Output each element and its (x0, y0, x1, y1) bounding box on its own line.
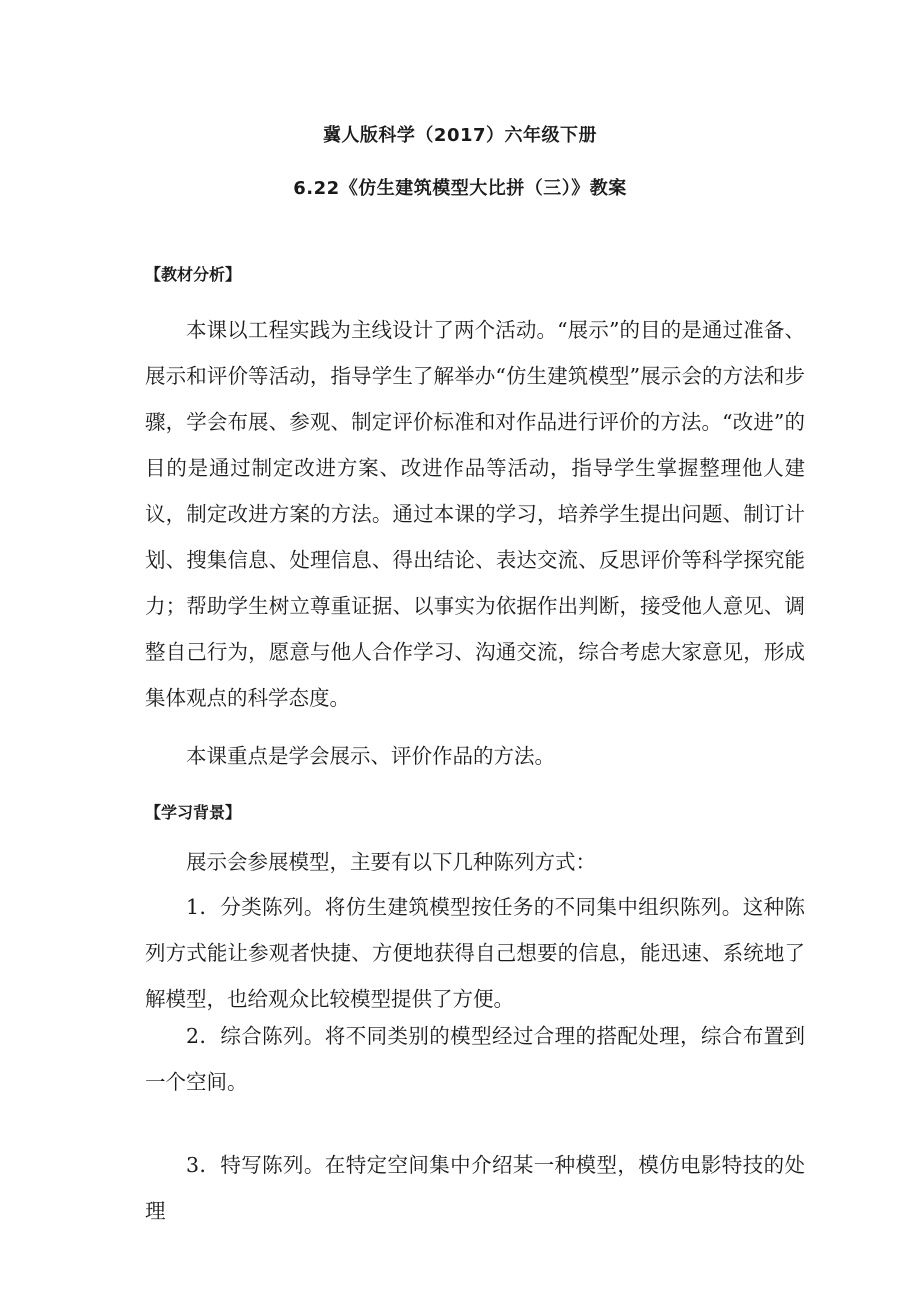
section-heading-textbook-analysis: 【教材分析】 (145, 265, 242, 284)
paragraph-display-method-2: 2．综合陈列。将不同类别的模型经过合理的搭配处理，综合布置到一个空间。 (145, 1024, 805, 1094)
paragraph-display-method-3: 3．特写陈列。在特定空间集中介绍某一种模型，模仿电影特技的处理 (145, 1153, 805, 1223)
document-title-line1: 冀人版科学（2017）六年级下册 (322, 125, 598, 146)
document-title-line2: 6.22《仿生建筑模型大比拼（三）》教案 (293, 178, 627, 199)
paragraph-display-intro: 展示会参展模型，主要有以下几种陈列方式： (186, 850, 596, 874)
paragraph-textbook-analysis: 本课以工程实践为主线设计了两个活动。“展示”的目的是通过准备、展示和评价等活动，指导学生了解举办“仿生建筑模型”展示会的方法和步骤，学会布展、参观、制定评价标准和对作品进行评价的方法。“改进”的目的是通过制定改进方案、改进作品等活动，指导学生掌握整理他人建议，制定改进方案的方法。通过本课的学习，培养学生提出问题、制订计划、搜集信息、处理信息、得出结论、表达交流、反思评价等科学探究能力；帮助学生树立尊重证据、以事实为依据作出判断，接受他人意见、调整自己行为，愿意与他人合作学习、沟通交流，综合考虑大家意见，形成集体观点的科学态度。 (145, 318, 805, 710)
section-heading-learning-background: 【学习背景】 (145, 803, 242, 822)
paragraph-display-method-1: 1．分类陈列。将仿生建筑模型按任务的不同集中组织陈列。这种陈列方式能让参观者快捷、方便地获得自己想要的信息，能迅速、系统地了解模型，也给观众比较模型提供了方便。 (145, 895, 805, 1011)
paragraph-key-point: 本课重点是学会展示、评价作品的方法。 (186, 744, 555, 768)
